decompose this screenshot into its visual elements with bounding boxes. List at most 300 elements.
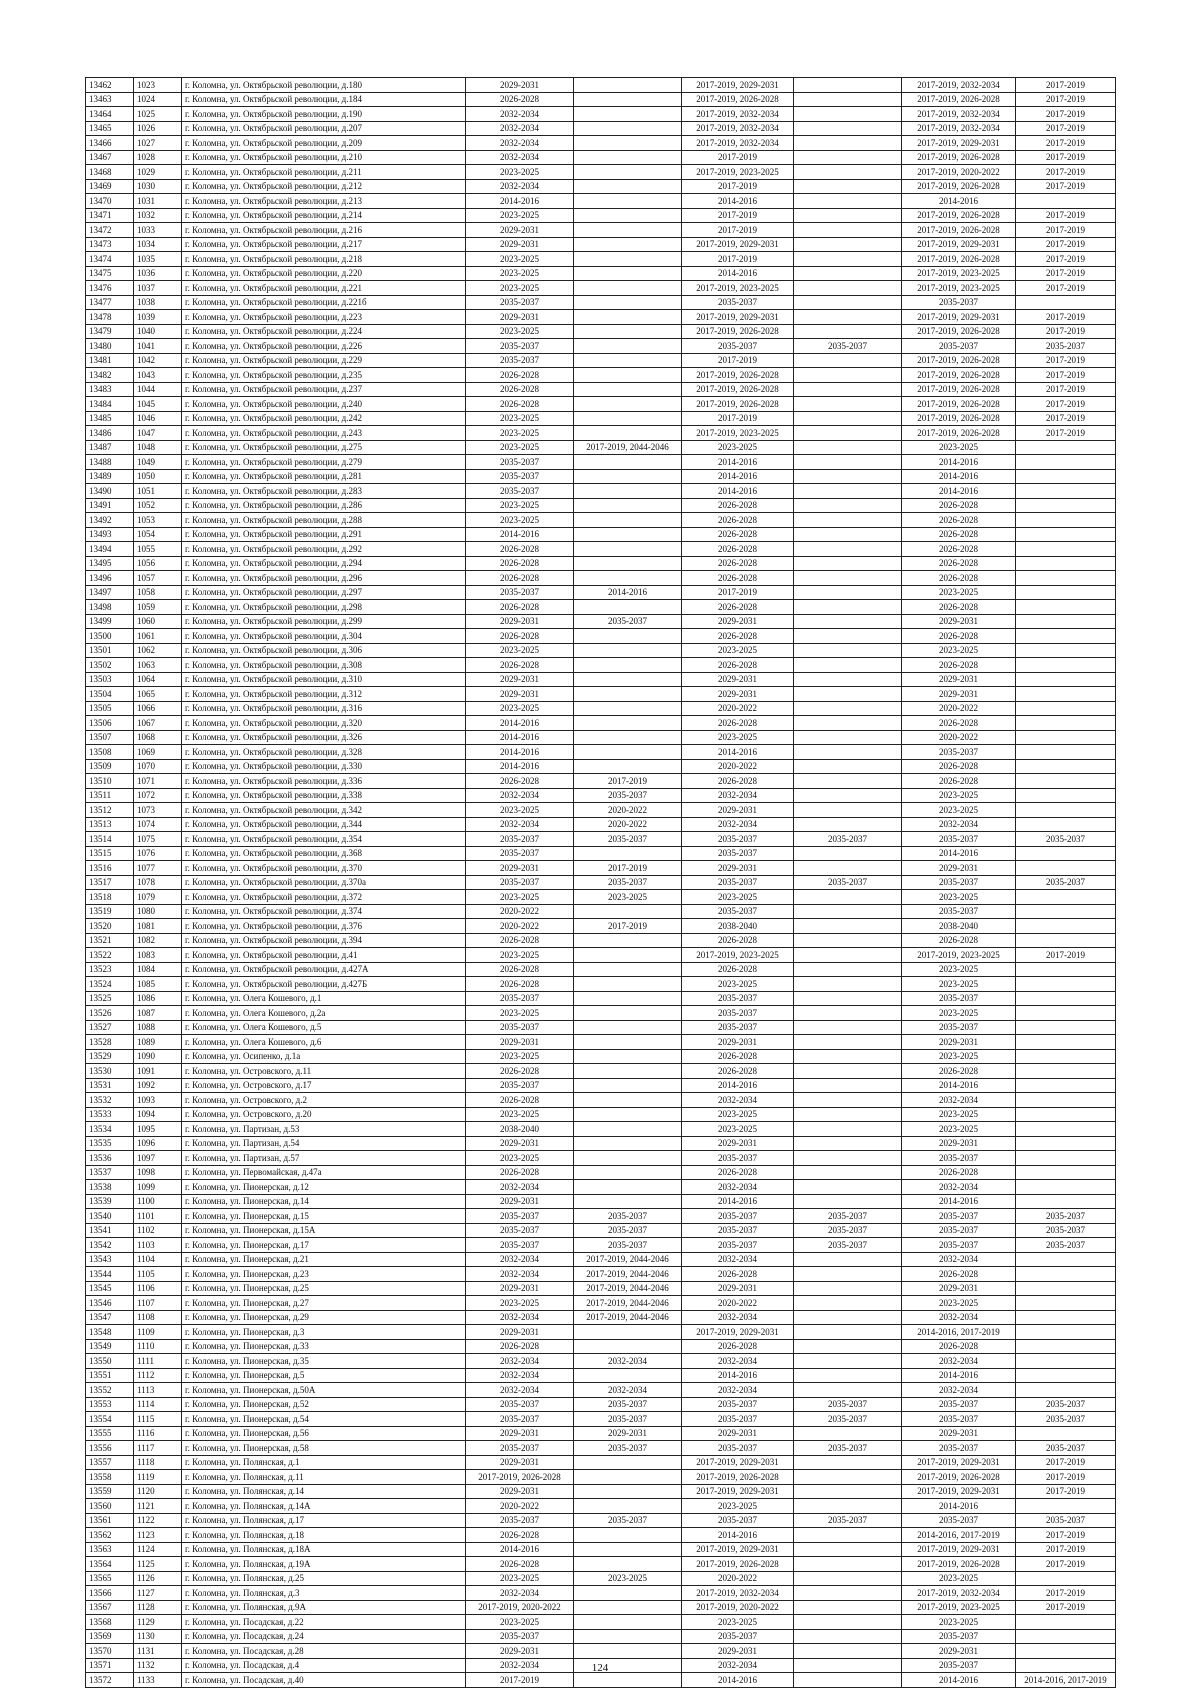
cell-row-id: 13513 — [86, 817, 134, 832]
cell-row-id: 13526 — [86, 1006, 134, 1021]
cell-row-number: 1040 — [134, 324, 182, 339]
cell-address: г. Коломна, ул. Пионерская, д.54 — [182, 1412, 466, 1427]
cell-period-5: 2017-2019, 2032-2034 — [902, 78, 1016, 93]
cell-period-3: 2017-2019, 2023-2025 — [682, 281, 794, 296]
cell-address: г. Коломна, ул. Октябрьской революции, д.223 — [182, 310, 466, 325]
table-row — [86, 1093, 1116, 1108]
cell-period-2: 2035-2037 — [574, 1412, 682, 1427]
cell-period-1: 2032-2034 — [466, 179, 574, 194]
cell-period-4 — [794, 1673, 902, 1688]
table-row — [86, 1049, 1116, 1064]
cell-period-2 — [574, 948, 682, 963]
cell-period-3: 2023-2025 — [682, 440, 794, 455]
cell-address: г. Коломна, ул. Полянская, д.11 — [182, 1470, 466, 1485]
cell-period-5: 2017-2019, 2026-2028 — [902, 368, 1016, 383]
cell-address: г. Коломна, ул. Островского, д.20 — [182, 1107, 466, 1122]
cell-address: г. Коломна, ул. Пионерская, д.14 — [182, 1194, 466, 1209]
cell-period-2 — [574, 629, 682, 644]
cell-address: г. Коломна, ул. Октябрьской революции, д.207 — [182, 121, 466, 136]
cell-period-3: 2017-2019, 2032-2034 — [682, 1586, 794, 1601]
cell-period-4 — [794, 1557, 902, 1572]
cell-row-number: 1030 — [134, 179, 182, 194]
cell-period-4 — [794, 223, 902, 238]
cell-row-id: 13538 — [86, 1180, 134, 1195]
cell-period-3: 2023-2025 — [682, 1499, 794, 1514]
table-row — [86, 556, 1116, 571]
cell-address: г. Коломна, ул. Партизан, д.53 — [182, 1122, 466, 1137]
cell-period-4 — [794, 948, 902, 963]
cell-period-1: 2032-2034 — [466, 107, 574, 122]
cell-period-1: 2026-2028 — [466, 556, 574, 571]
cell-period-5: 2017-2019, 2026-2028 — [902, 411, 1016, 426]
table-row — [86, 1557, 1116, 1572]
cell-period-5: 2026-2028 — [902, 498, 1016, 513]
table-row — [86, 629, 1116, 644]
cell-period-2 — [574, 1020, 682, 1035]
cell-period-1: 2026-2028 — [466, 1093, 574, 1108]
cell-period-5: 2014-2016 — [902, 1368, 1016, 1383]
cell-period-4 — [794, 730, 902, 745]
cell-address: г. Коломна, ул. Полянская, д.25 — [182, 1571, 466, 1586]
cell-period-4 — [794, 1194, 902, 1209]
cell-period-4 — [794, 469, 902, 484]
cell-row-number: 1119 — [134, 1470, 182, 1485]
cell-period-1: 2035-2037 — [466, 469, 574, 484]
table-row — [86, 426, 1116, 441]
cell-period-4 — [794, 658, 902, 673]
cell-period-1: 2032-2034 — [466, 1180, 574, 1195]
table-row — [86, 759, 1116, 774]
table-row — [86, 1397, 1116, 1412]
cell-period-6: 2035-2037 — [1016, 339, 1116, 354]
cell-period-2 — [574, 136, 682, 151]
table-row — [86, 527, 1116, 542]
cell-period-4 — [794, 440, 902, 455]
cell-period-6 — [1016, 962, 1116, 977]
table-row — [86, 455, 1116, 470]
cell-row-number: 1133 — [134, 1673, 182, 1688]
table-row — [86, 962, 1116, 977]
table-row — [86, 600, 1116, 615]
cell-address: г. Коломна, ул. Пионерская, д.12 — [182, 1180, 466, 1195]
table-row — [86, 179, 1116, 194]
cell-period-6: 2017-2019 — [1016, 324, 1116, 339]
cell-period-2 — [574, 208, 682, 223]
cell-period-3: 2020-2022 — [682, 701, 794, 716]
cell-row-number: 1064 — [134, 672, 182, 687]
cell-period-5: 2023-2025 — [902, 962, 1016, 977]
cell-period-1: 2014-2016 — [466, 194, 574, 209]
cell-row-id: 13533 — [86, 1107, 134, 1122]
cell-row-number: 1092 — [134, 1078, 182, 1093]
cell-period-1: 2032-2034 — [466, 817, 574, 832]
cell-address: г. Коломна, ул. Пионерская, д.15А — [182, 1223, 466, 1238]
cell-period-2 — [574, 310, 682, 325]
cell-period-6: 2017-2019 — [1016, 1600, 1116, 1615]
cell-period-6 — [1016, 701, 1116, 716]
cell-row-id: 13503 — [86, 672, 134, 687]
cell-period-6 — [1016, 1165, 1116, 1180]
cell-row-id: 13515 — [86, 846, 134, 861]
cell-period-2 — [574, 324, 682, 339]
cell-address: г. Коломна, ул. Пионерская, д.50А — [182, 1383, 466, 1398]
cell-period-4 — [794, 614, 902, 629]
cell-address: г. Коломна, ул. Октябрьской революции, д.209 — [182, 136, 466, 151]
cell-period-1: 2029-2031 — [466, 1455, 574, 1470]
table-row — [86, 1006, 1116, 1021]
cell-address: г. Коломна, ул. Октябрьской революции, д.342 — [182, 803, 466, 818]
cell-period-2 — [574, 1325, 682, 1340]
cell-period-6 — [1016, 788, 1116, 803]
cell-period-3: 2029-2031 — [682, 672, 794, 687]
cell-row-number: 1088 — [134, 1020, 182, 1035]
cell-period-1: 2023-2025 — [466, 411, 574, 426]
cell-period-6 — [1016, 629, 1116, 644]
cell-row-number: 1094 — [134, 1107, 182, 1122]
cell-period-6: 2035-2037 — [1016, 1238, 1116, 1253]
cell-row-id: 13486 — [86, 426, 134, 441]
cell-period-6 — [1016, 194, 1116, 209]
cell-period-1: 2035-2037 — [466, 1078, 574, 1093]
cell-period-5: 2035-2037 — [902, 295, 1016, 310]
cell-period-6 — [1016, 1136, 1116, 1151]
cell-period-4 — [794, 136, 902, 151]
cell-period-3: 2032-2034 — [682, 1310, 794, 1325]
cell-row-number: 1108 — [134, 1310, 182, 1325]
cell-period-6: 2035-2037 — [1016, 1513, 1116, 1528]
cell-row-number: 1124 — [134, 1542, 182, 1557]
cell-row-number: 1132 — [134, 1658, 182, 1673]
cell-period-5: 2026-2028 — [902, 571, 1016, 586]
cell-row-number: 1073 — [134, 803, 182, 818]
cell-address: г. Коломна, ул. Олега Кошевого, д.1 — [182, 991, 466, 1006]
cell-period-4 — [794, 1644, 902, 1659]
cell-row-id: 13496 — [86, 571, 134, 586]
cell-period-1: 2023-2025 — [466, 643, 574, 658]
cell-period-5: 2035-2037 — [902, 339, 1016, 354]
cell-period-1: 2029-2031 — [466, 237, 574, 252]
cell-period-5: 2023-2025 — [902, 788, 1016, 803]
table-row — [86, 745, 1116, 760]
cell-period-5: 2017-2019, 2026-2028 — [902, 382, 1016, 397]
cell-address: г. Коломна, ул. Октябрьской революции, д.279 — [182, 455, 466, 470]
table-row — [86, 1615, 1116, 1630]
cell-period-3: 2017-2019 — [682, 411, 794, 426]
cell-period-5: 2014-2016 — [902, 455, 1016, 470]
cell-period-6: 2017-2019 — [1016, 237, 1116, 252]
cell-row-id: 13537 — [86, 1165, 134, 1180]
cell-address: г. Коломна, ул. Пионерская, д.5 — [182, 1368, 466, 1383]
cell-period-6: 2017-2019 — [1016, 266, 1116, 281]
cell-row-id: 13504 — [86, 687, 134, 702]
cell-address: г. Коломна, ул. Октябрьской революции, д.427А — [182, 962, 466, 977]
cell-period-2 — [574, 701, 682, 716]
cell-period-2 — [574, 991, 682, 1006]
cell-row-id: 13524 — [86, 977, 134, 992]
cell-row-number: 1121 — [134, 1499, 182, 1514]
cell-period-5: 2017-2019, 2026-2028 — [902, 252, 1016, 267]
cell-address: г. Коломна, ул. Октябрьской революции, д.310 — [182, 672, 466, 687]
table-row — [86, 643, 1116, 658]
cell-period-5: 2026-2028 — [902, 1339, 1016, 1354]
cell-period-2 — [574, 484, 682, 499]
cell-period-2 — [574, 266, 682, 281]
cell-address: г. Коломна, ул. Октябрьской революции, д.212 — [182, 179, 466, 194]
cell-period-3: 2038-2040 — [682, 919, 794, 934]
cell-row-id: 13517 — [86, 875, 134, 890]
cell-address: г. Коломна, ул. Октябрьской революции, д.427Б — [182, 977, 466, 992]
cell-address: г. Коломна, ул. Пионерская, д.35 — [182, 1354, 466, 1369]
cell-period-6: 2017-2019 — [1016, 121, 1116, 136]
cell-address: г. Коломна, ул. Октябрьской революции, д.308 — [182, 658, 466, 673]
cell-period-5: 2035-2037 — [902, 1513, 1016, 1528]
cell-row-number: 1048 — [134, 440, 182, 455]
cell-address: г. Коломна, ул. Островского, д.2 — [182, 1093, 466, 1108]
cell-period-3: 2017-2019 — [682, 179, 794, 194]
cell-period-5: 2017-2019, 2029-2031 — [902, 1484, 1016, 1499]
cell-period-3: 2017-2019, 2029-2031 — [682, 78, 794, 93]
cell-row-number: 1100 — [134, 1194, 182, 1209]
cell-period-4 — [794, 1035, 902, 1050]
cell-address: г. Коломна, ул. Октябрьской революции, д.304 — [182, 629, 466, 644]
cell-period-2 — [574, 1194, 682, 1209]
cell-row-number: 1063 — [134, 658, 182, 673]
cell-row-id: 13532 — [86, 1093, 134, 1108]
cell-period-2 — [574, 1629, 682, 1644]
cell-period-3: 2017-2019, 2029-2031 — [682, 310, 794, 325]
cell-period-2 — [574, 1049, 682, 1064]
cell-period-5: 2017-2019, 2023-2025 — [902, 948, 1016, 963]
cell-period-6 — [1016, 774, 1116, 789]
cell-period-5: 2026-2028 — [902, 527, 1016, 542]
cell-address: г. Коломна, ул. Октябрьской революции, д.221 — [182, 281, 466, 296]
cell-period-4 — [794, 1049, 902, 1064]
cell-period-2 — [574, 527, 682, 542]
cell-period-1: 2014-2016 — [466, 1542, 574, 1557]
cell-period-6 — [1016, 1368, 1116, 1383]
cell-address: г. Коломна, ул. Октябрьской революции, д.211 — [182, 165, 466, 180]
table-row — [86, 803, 1116, 818]
cell-period-4 — [794, 571, 902, 586]
table-row — [86, 513, 1116, 528]
cell-row-id: 13528 — [86, 1035, 134, 1050]
cell-period-4 — [794, 107, 902, 122]
cell-period-2 — [574, 426, 682, 441]
cell-row-id: 13564 — [86, 1557, 134, 1572]
cell-row-id: 13518 — [86, 890, 134, 905]
cell-period-4 — [794, 1064, 902, 1079]
cell-period-6 — [1016, 846, 1116, 861]
cell-row-number: 1091 — [134, 1064, 182, 1079]
cell-period-3: 2029-2031 — [682, 687, 794, 702]
cell-period-2 — [574, 933, 682, 948]
cell-address: г. Коломна, ул. Октябрьской революции, д.288 — [182, 513, 466, 528]
cell-period-4 — [794, 1629, 902, 1644]
table-row — [86, 411, 1116, 426]
table-row — [86, 890, 1116, 905]
cell-row-id: 13493 — [86, 527, 134, 542]
cell-period-3: 2017-2019, 2032-2034 — [682, 121, 794, 136]
cell-period-5: 2023-2025 — [902, 1296, 1016, 1311]
cell-period-6: 2017-2019 — [1016, 208, 1116, 223]
cell-period-2 — [574, 745, 682, 760]
cell-period-5: 2035-2037 — [902, 1151, 1016, 1166]
cell-period-2: 2017-2019, 2044-2046 — [574, 1281, 682, 1296]
cell-row-number: 1084 — [134, 962, 182, 977]
cell-period-1: 2023-2025 — [466, 498, 574, 513]
cell-row-number: 1070 — [134, 759, 182, 774]
cell-row-number: 1025 — [134, 107, 182, 122]
cell-period-6: 2017-2019 — [1016, 252, 1116, 267]
cell-period-3: 2014-2016 — [682, 745, 794, 760]
cell-period-5: 2017-2019, 2026-2028 — [902, 397, 1016, 412]
cell-period-3: 2017-2019, 2029-2031 — [682, 1455, 794, 1470]
cell-period-6 — [1016, 730, 1116, 745]
cell-period-1: 2023-2025 — [466, 1006, 574, 1021]
cell-address: г. Коломна, ул. Пионерская, д.17 — [182, 1238, 466, 1253]
cell-row-id: 13465 — [86, 121, 134, 136]
cell-row-number: 1089 — [134, 1035, 182, 1050]
schedule-table-container — [85, 77, 1115, 1688]
cell-period-6: 2017-2019 — [1016, 179, 1116, 194]
cell-period-3: 2026-2028 — [682, 658, 794, 673]
cell-row-number: 1054 — [134, 527, 182, 542]
cell-period-1: 2032-2034 — [466, 121, 574, 136]
cell-address: г. Коломна, ул. Октябрьской революции, д.41 — [182, 948, 466, 963]
cell-row-number: 1105 — [134, 1267, 182, 1282]
cell-period-5: 2029-2031 — [902, 687, 1016, 702]
table-row — [86, 1035, 1116, 1050]
cell-row-number: 1065 — [134, 687, 182, 702]
cell-row-number: 1095 — [134, 1122, 182, 1137]
cell-address: г. Коломна, ул. Октябрьской революции, д.298 — [182, 600, 466, 615]
table-row — [86, 1586, 1116, 1601]
cell-period-5: 2017-2019, 2026-2028 — [902, 92, 1016, 107]
cell-period-6 — [1016, 658, 1116, 673]
cell-period-6 — [1016, 1035, 1116, 1050]
cell-row-id: 13519 — [86, 904, 134, 919]
table-row — [86, 339, 1116, 354]
cell-period-1: 2023-2025 — [466, 1151, 574, 1166]
cell-period-2 — [574, 353, 682, 368]
cell-period-5: 2035-2037 — [902, 1412, 1016, 1427]
cell-period-3: 2014-2016 — [682, 1194, 794, 1209]
cell-period-1: 2029-2031 — [466, 1281, 574, 1296]
cell-period-4 — [794, 194, 902, 209]
cell-period-5: 2035-2037 — [902, 875, 1016, 890]
cell-period-4: 2035-2037 — [794, 832, 902, 847]
cell-period-1: 2026-2028 — [466, 397, 574, 412]
cell-period-2 — [574, 658, 682, 673]
cell-period-6: 2017-2019 — [1016, 382, 1116, 397]
cell-period-1: 2035-2037 — [466, 353, 574, 368]
cell-row-number: 1129 — [134, 1615, 182, 1630]
cell-row-id: 13523 — [86, 962, 134, 977]
cell-period-1: 2035-2037 — [466, 832, 574, 847]
cell-period-6: 2017-2019 — [1016, 1557, 1116, 1572]
cell-period-6: 2017-2019 — [1016, 368, 1116, 383]
table-row — [86, 266, 1116, 281]
cell-period-6 — [1016, 1006, 1116, 1021]
cell-period-3: 2014-2016 — [682, 266, 794, 281]
cell-period-2 — [574, 179, 682, 194]
cell-period-3: 2020-2022 — [682, 1571, 794, 1586]
cell-period-3: 2017-2019, 2026-2028 — [682, 397, 794, 412]
cell-period-2 — [574, 1557, 682, 1572]
cell-period-5: 2020-2022 — [902, 730, 1016, 745]
cell-period-2 — [574, 498, 682, 513]
cell-period-3: 2023-2025 — [682, 890, 794, 905]
cell-period-2: 2020-2022 — [574, 817, 682, 832]
cell-period-1: 2023-2025 — [466, 440, 574, 455]
cell-row-number: 1042 — [134, 353, 182, 368]
cell-period-1: 2029-2031 — [466, 1136, 574, 1151]
table-row — [86, 1441, 1116, 1456]
cell-address: г. Коломна, ул. Октябрьской революции, д.394 — [182, 933, 466, 948]
cell-period-3: 2014-2016 — [682, 194, 794, 209]
cell-period-6: 2017-2019 — [1016, 411, 1116, 426]
cell-period-4 — [794, 324, 902, 339]
cell-period-1: 2029-2031 — [466, 78, 574, 93]
cell-period-2 — [574, 107, 682, 122]
cell-address: г. Коломна, ул. Октябрьской революции, д.235 — [182, 368, 466, 383]
cell-period-2 — [574, 1368, 682, 1383]
cell-row-id: 13516 — [86, 861, 134, 876]
cell-period-6 — [1016, 1122, 1116, 1137]
cell-period-1: 2026-2028 — [466, 962, 574, 977]
cell-period-4 — [794, 150, 902, 165]
table-row — [86, 194, 1116, 209]
cell-period-6: 2017-2019 — [1016, 353, 1116, 368]
cell-row-number: 1031 — [134, 194, 182, 209]
cell-period-5: 2014-2016 — [902, 194, 1016, 209]
table-row — [86, 252, 1116, 267]
cell-period-3: 2029-2031 — [682, 1035, 794, 1050]
cell-period-3: 2017-2019, 2026-2028 — [682, 382, 794, 397]
cell-period-5: 2029-2031 — [902, 861, 1016, 876]
cell-period-1: 2026-2028 — [466, 629, 574, 644]
cell-period-5: 2017-2019, 2029-2031 — [902, 1455, 1016, 1470]
cell-period-2 — [574, 1180, 682, 1195]
cell-row-number: 1050 — [134, 469, 182, 484]
cell-period-5: 2026-2028 — [902, 658, 1016, 673]
cell-row-number: 1102 — [134, 1223, 182, 1238]
cell-period-4: 2035-2037 — [794, 1238, 902, 1253]
cell-period-5: 2032-2034 — [902, 1383, 1016, 1398]
cell-row-id: 13542 — [86, 1238, 134, 1253]
cell-row-id: 13561 — [86, 1513, 134, 1528]
cell-period-1: 2032-2034 — [466, 1310, 574, 1325]
cell-row-id: 13473 — [86, 237, 134, 252]
cell-row-number: 1075 — [134, 832, 182, 847]
cell-address: г. Коломна, ул. Пионерская, д.33 — [182, 1339, 466, 1354]
table-row — [86, 208, 1116, 223]
cell-period-2: 2020-2022 — [574, 803, 682, 818]
cell-row-id: 13569 — [86, 1629, 134, 1644]
cell-period-2 — [574, 1006, 682, 1021]
cell-row-number: 1026 — [134, 121, 182, 136]
cell-period-3: 2035-2037 — [682, 846, 794, 861]
cell-period-3: 2032-2034 — [682, 1354, 794, 1369]
table-row — [86, 1064, 1116, 1079]
cell-period-4 — [794, 1383, 902, 1398]
cell-address: г. Коломна, ул. Пионерская, д.58 — [182, 1441, 466, 1456]
cell-period-5: 2035-2037 — [902, 1629, 1016, 1644]
cell-period-2 — [574, 1542, 682, 1557]
cell-period-4 — [794, 991, 902, 1006]
cell-row-number: 1039 — [134, 310, 182, 325]
cell-period-4 — [794, 1484, 902, 1499]
